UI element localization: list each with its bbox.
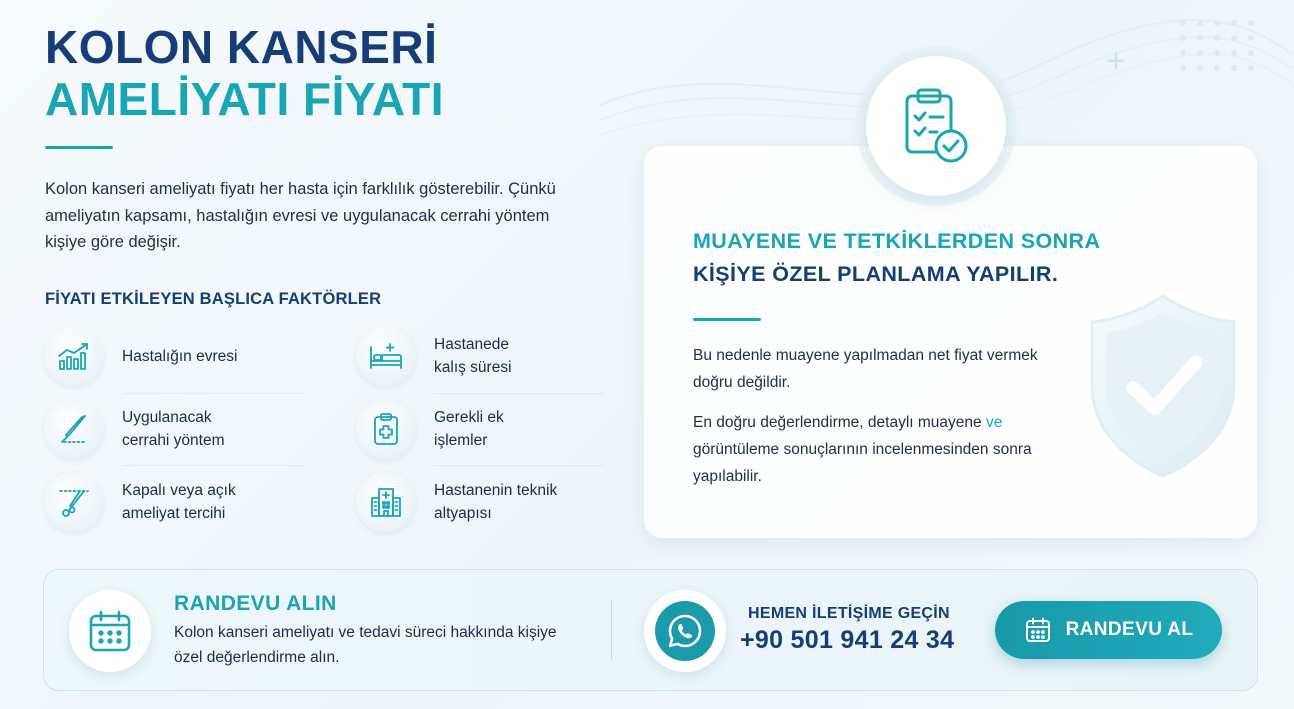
medical-clipboard-icon — [356, 399, 416, 459]
hospital-bed-icon — [356, 326, 416, 386]
page-title-line2: AMELİYATI FİYATI — [45, 73, 445, 125]
calendar-badge — [69, 590, 151, 672]
banner-divider — [611, 600, 612, 660]
factor-label: Uygulanacak cerrahi yöntem — [122, 409, 225, 449]
card-paragraph-2-part1: En doğru değerlendirme, detaylı muayene — [693, 414, 986, 431]
phone-number-link[interactable]: +90 501 941 24 34 — [740, 626, 955, 654]
calendar-icon — [87, 608, 133, 654]
appointment-button-label: RANDEVU AL — [1065, 619, 1194, 640]
shield-check-icon — [1088, 290, 1238, 480]
factor-divider — [434, 393, 604, 394]
scalpel-icon — [44, 399, 104, 459]
factor-item-disease-stage — [44, 324, 304, 388]
factor-label: Hastalığın evresi — [122, 347, 238, 365]
factors-title: FİYATI ETKİLEYEN BAŞLICA FAKTÖRLER — [45, 290, 382, 308]
contact-title: HEMEN İLETİŞİME GEÇİN — [748, 605, 950, 622]
whatsapp-badge[interactable] — [644, 590, 726, 672]
card-paragraph-2-part2: görüntüleme sonuçlarının incelenmesinden sonra yapılabilir. — [693, 441, 1032, 485]
clipboard-check-icon — [901, 86, 971, 166]
factor-divider — [122, 393, 305, 394]
intro-paragraph: Kolon kanseri ameliyatı fiyatı her hasta için farklılık gösterebilir. Çünkü ameliyatın kapsamı, hastalığın evresi ve uygulanacak cerrahi yöntem kişiye göre değişir. — [45, 180, 556, 251]
factor-label: Hastanenin teknik altyapısı — [434, 482, 558, 522]
appointment-text: Kolon kanseri ameliyatı ve tedavi süreci hakkında kişiye özel değerlendirme alın. — [174, 624, 557, 666]
card-paragraph-2 — [693, 409, 1073, 490]
chart-growth-icon — [44, 326, 104, 386]
calendar-icon — [1024, 616, 1052, 644]
clipboard-check-badge — [866, 56, 1006, 196]
factor-label: Hastanede kalış süresi — [434, 336, 512, 376]
factor-item-surgical-method — [44, 397, 304, 461]
factor-label: Kapalı veya açık ameliyat tercihi — [122, 482, 236, 522]
factor-item-open-or-closed-surgery — [44, 470, 304, 534]
factor-item-technical-infrastructure — [356, 470, 616, 534]
factor-divider — [122, 465, 305, 466]
page-title-line1: KOLON KANSERİ — [45, 21, 438, 73]
appointment-title: RANDEVU ALIN — [174, 592, 337, 615]
appointment-button[interactable] — [995, 601, 1222, 659]
card-paragraph-1: Bu nedenle muayene yapılmadan net fiyat vermek doğru değildir. — [693, 347, 1038, 391]
hospital-building-icon — [356, 472, 416, 532]
plus-decoration-icon: + — [1106, 42, 1126, 80]
factor-divider — [434, 465, 604, 466]
card-paragraph-2-accent: ve — [985, 414, 1003, 431]
factor-label: Gerekli ek işlemler — [434, 409, 504, 449]
whatsapp-circle — [655, 601, 715, 661]
dot-grid-decoration — [1180, 20, 1256, 71]
factor-item-hospital-stay — [356, 324, 616, 388]
card-heading-underline — [693, 318, 761, 321]
whatsapp-icon — [666, 612, 704, 650]
card-heading-line2: KİŞİYE ÖZEL PLANLAMA YAPILIR. — [693, 262, 1059, 286]
laparoscopy-icon — [44, 472, 104, 532]
card-heading-line1: MUAYENE VE TETKİKLERDEN SONRA — [693, 229, 1101, 253]
factor-item-additional-procedures — [356, 397, 616, 461]
title-underline — [45, 146, 113, 149]
